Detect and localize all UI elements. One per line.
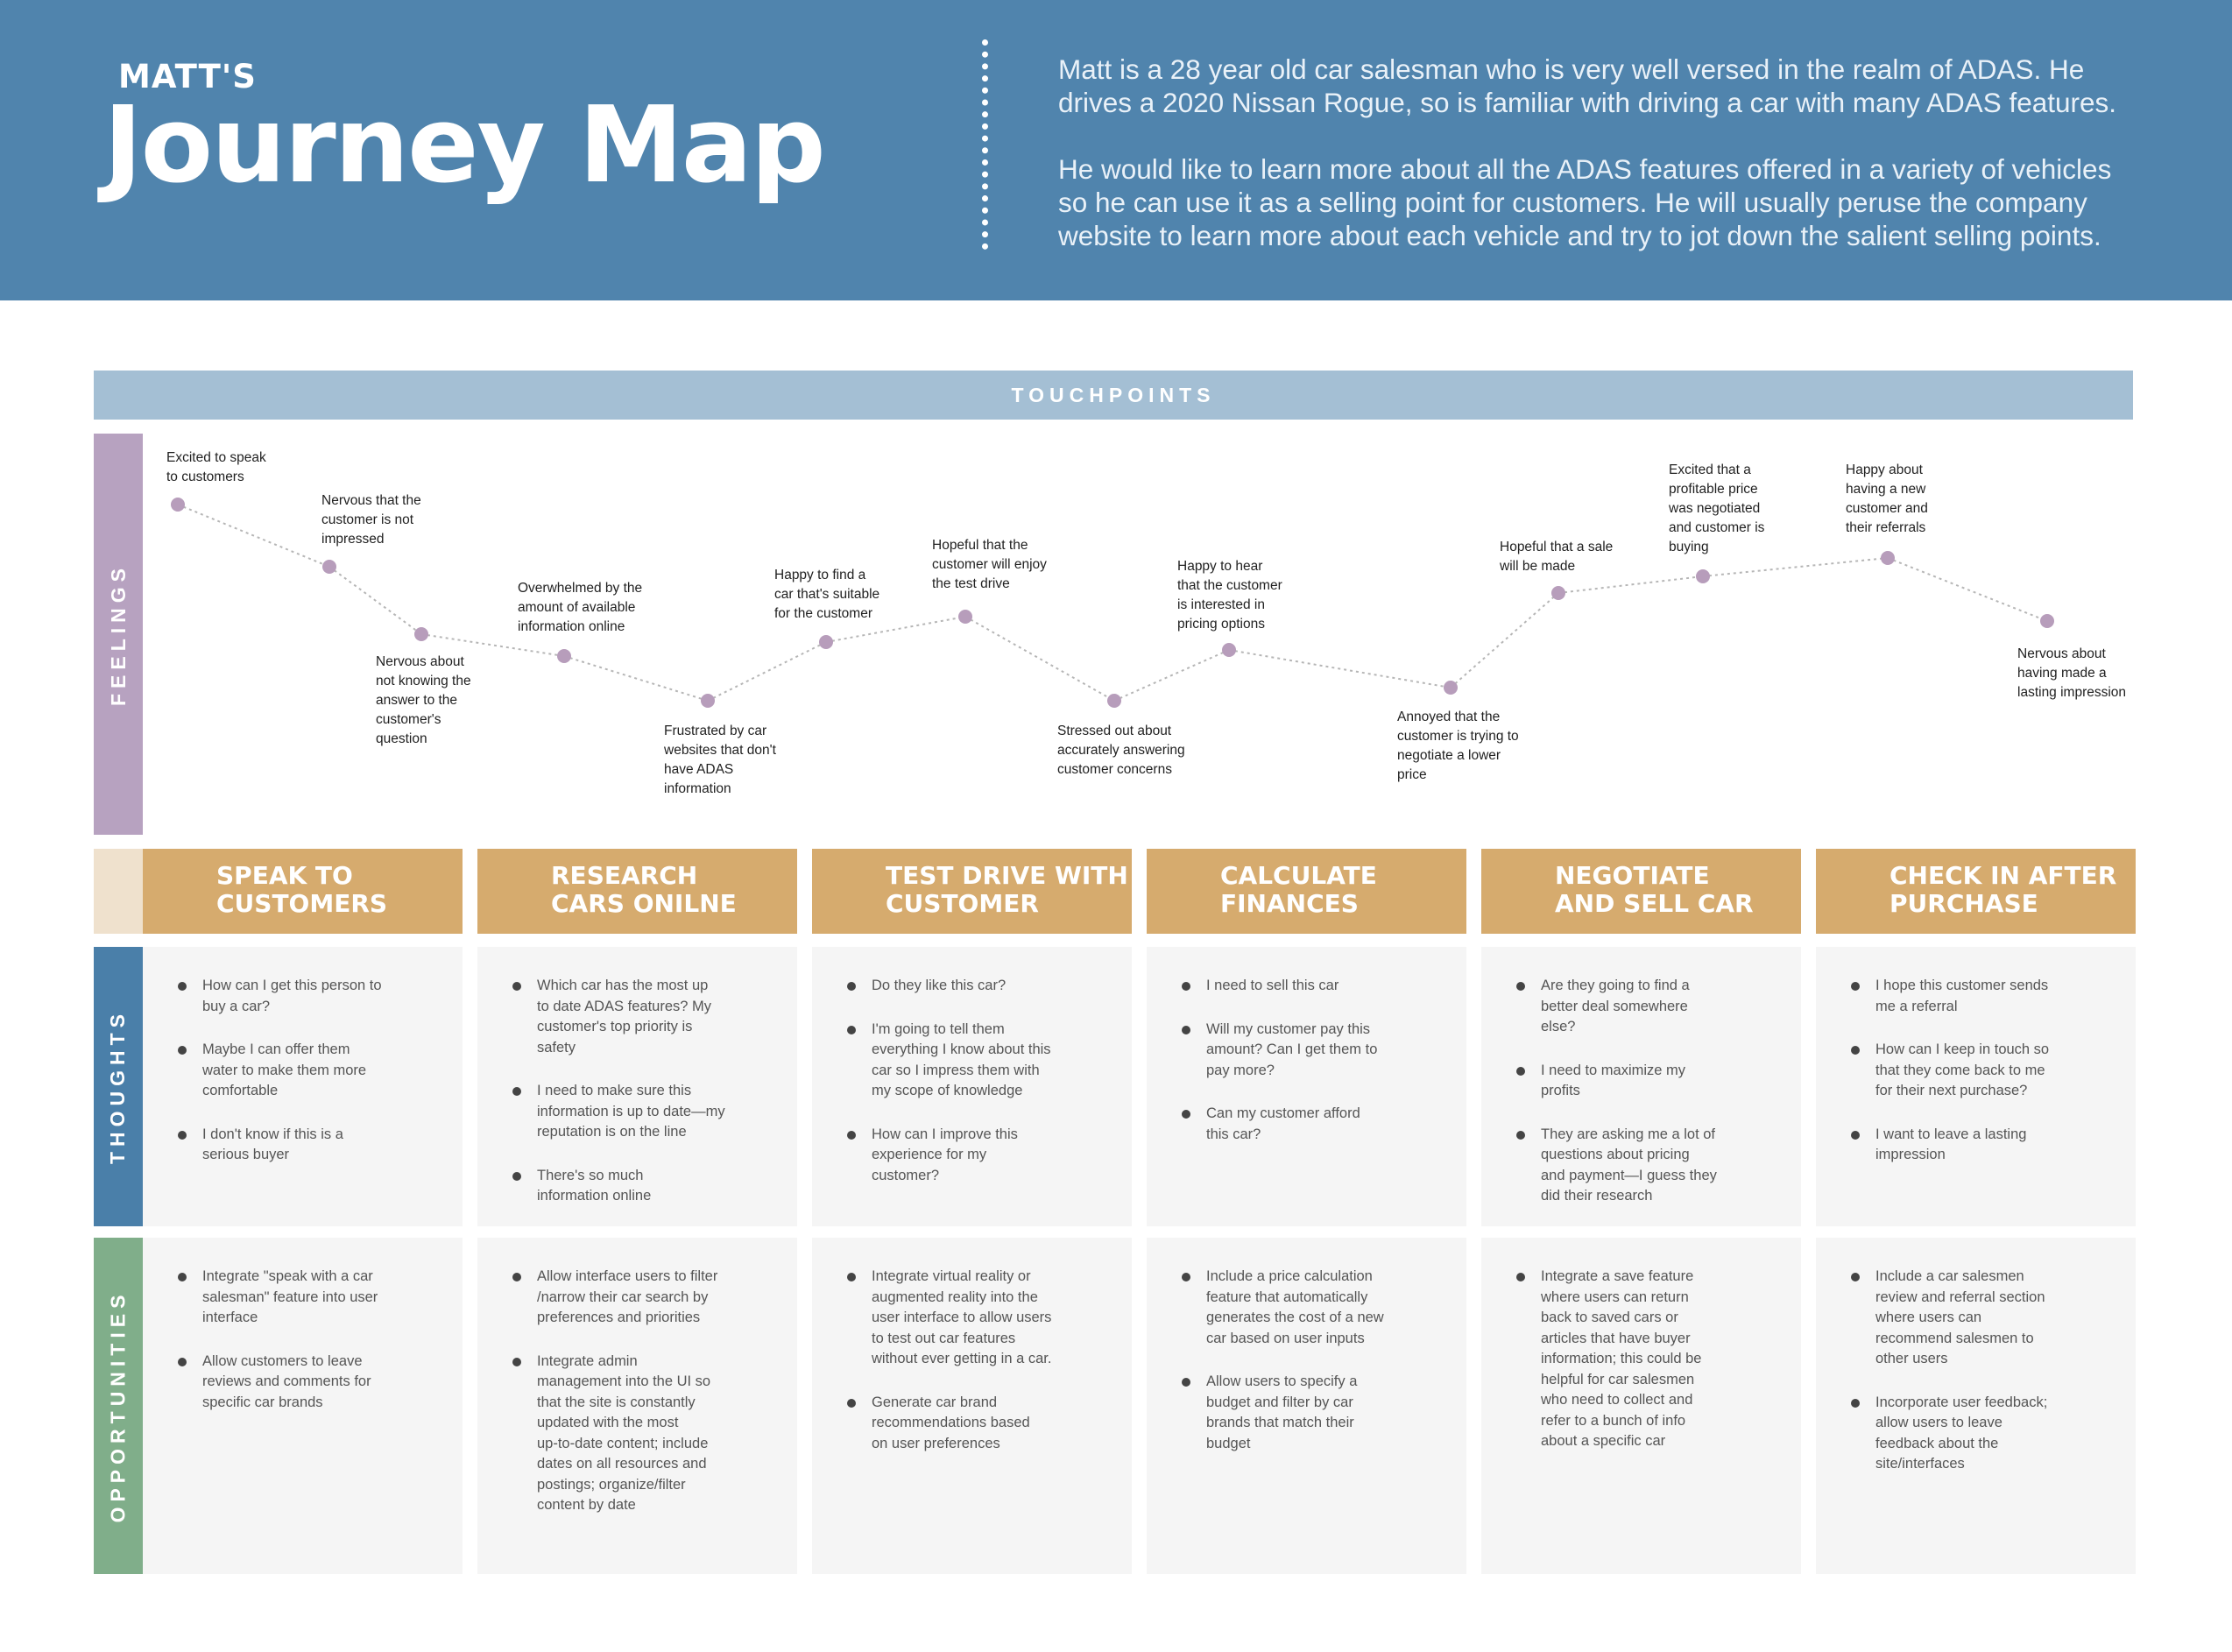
thought-item: I don't know if this is a serious buyer [202,1125,436,1166]
opportunities-cell [477,1238,797,1574]
page-title: Journey Map [103,85,824,207]
feelings-connector [1451,593,1558,688]
stage-header: TEST DRIVE WITH CUSTOMER [812,849,1132,934]
thought-item: There's so much information online [537,1166,771,1207]
feeling-label: Nervous about not knowing the answer to the customer's question [376,654,471,746]
persona-description-2: He would like to learn more about all the ADAS features offered in a variety of vehicles so he can use it as a selling point for customers. He will usually peruse the company website to learn more about each vehicle and try to jot down the salient selling points. [1058,153,2112,251]
opportunities-cell [812,1238,1132,1574]
feelings-connector [1114,650,1229,701]
opportunity-item: Include a price calculation feature that automatically generates the cost of a new car based on user inputs [1206,1267,1440,1349]
opportunity-item: Allow users to specify a budget and filter by car brands that match their budget [1206,1372,1440,1454]
stage-header: NEGOTIATE AND SELL CAR [1481,849,1801,934]
feeling-label: Happy to hear that the customer is interested in pricing options [1177,559,1282,632]
thoughts-row-label [94,947,143,1226]
feelings-connector [1229,650,1451,688]
opportunities-cell [1147,1238,1466,1574]
thought-item: Will my customer pay this amount? Can I get them to pay more? [1206,1020,1440,1082]
feeling-label: Stressed out about accurately answering customer concerns [1057,724,1185,777]
thought-item: I need to sell this car [1206,976,1440,997]
thoughts-cell [143,947,463,1226]
feeling-label: Overwhelmed by the amount of available information online [518,581,643,634]
persona-name: MATT'S [118,58,257,95]
opportunity-item: Integrate "speak with a car salesman" feature into user interface [202,1267,436,1329]
feeling-label: Annoyed that the customer is trying to negotiate a lower price [1397,710,1519,782]
thought-item: How can I improve this experience for my customer? [872,1125,1105,1187]
thought-item: They are asking me a lot of questions about pricing and payment—I guess they did their research [1541,1125,1775,1207]
thoughts-cell [1481,947,1801,1226]
feeling-point [557,649,571,663]
thoughts-label: THOUGHTS [106,1008,130,1165]
feeling-point [1444,681,1458,695]
opportunity-item: Generate car brand recommendations based on user preferences [872,1393,1105,1455]
opportunity-item: Include a car salesmen review and referral section where users can recommend salesmen to other users [1875,1267,2109,1370]
feelings-connector [1558,576,1703,593]
feeling-point [1551,586,1565,600]
feeling-label: Hopeful that the customer will enjoy the test drive [932,538,1047,591]
feelings-connector [564,656,708,701]
feeling-point [1107,694,1121,708]
thought-item: How can I get this person to buy a car? [202,976,436,1017]
feeling-label: Hopeful that a sale will be made [1500,540,1614,574]
feeling-label: Frustrated by car websites that don't have ADAS information [664,724,776,796]
feeling-label: Happy to find a car that's suitable for the customer [774,568,880,621]
thoughts-cell [1147,947,1466,1226]
feeling-point [958,610,972,624]
opportunities-cell [1816,1238,2136,1574]
feeling-label: Excited that a profitable price was negotiated and customer is buying [1669,462,1765,554]
feeling-label: Excited to speak to customers [166,450,266,484]
persona-description-1: Matt is a 28 year old car salesman who is very well versed in the realm of ADAS. He drives a 2020 Nissan Rogue, so is familiar with driving a car with many ADAS features. [1058,53,2117,118]
feeling-point [414,627,428,641]
opportunity-item: Integrate a save feature where users can return back to saved cars or articles that have buyer information; this could be helpful for car salesmen who need to collect and refer to a bunch of info about a specific car [1541,1267,1775,1452]
thought-item: Do they like this car? [872,976,1105,997]
feeling-point [171,498,185,512]
thought-item: I need to maximize my profits [1541,1061,1775,1102]
thoughts-cell [812,947,1132,1226]
thought-item: I'm going to tell them everything I know about this car so I impress them with my scope of knowledge [872,1020,1105,1102]
opportunity-item: Integrate virtual reality or augmented reality into the user interface to allow users to test out car features without ever getting in a car. [872,1267,1105,1370]
feeling-point [701,694,715,708]
thoughts-cell [1816,947,2136,1226]
opportunity-item: Integrate admin management into the UI so that the site is constantly updated with the most up-to-date content; include dates on all resources and postings; organize/filter content by date [537,1352,771,1516]
feeling-label: Nervous about having made a lasting impression [2017,646,2127,700]
thought-item: Are they going to find a better deal somewhere else? [1541,976,1775,1038]
opportunities-label: OPPORTUNITIES [106,1289,130,1522]
feelings-connector [965,617,1114,701]
thought-item: I want to leave a lasting impression [1875,1125,2109,1166]
feelings-connector [708,642,826,701]
stage-header: CHECK IN AFTER PURCHASE [1816,849,2136,934]
feelings-label: FEELINGS [106,562,130,706]
thought-item: I need to make sure this information is up to date—my reputation is on the line [537,1081,771,1143]
stage-header: RESEARCH CARS ONILNE [477,849,797,934]
feelings-connector [1703,558,1888,576]
opportunities-cell [143,1238,463,1574]
opportunity-item: Allow customers to leave reviews and comments for specific car brands [202,1352,436,1414]
thought-item: I hope this customer sends me a referral [1875,976,2109,1017]
stage-header: CALCULATE FINANCES [1147,849,1466,934]
thought-item: Maybe I can offer them water to make them more comfortable [202,1040,436,1102]
feeling-point [1222,643,1236,657]
opportunities-cell [1481,1238,1801,1574]
stage-row-corner [94,849,143,934]
feeling-label: Nervous that the customer is not impressed [321,493,421,547]
feeling-point [2040,614,2054,628]
opportunities-row-label [94,1238,143,1574]
opportunity-item: Allow interface users to filter /narrow their car search by preferences and priorities [537,1267,771,1329]
feeling-point [819,635,833,649]
thoughts-cell [477,947,797,1226]
feelings-connector [178,505,329,567]
feeling-point [1881,551,1895,565]
feeling-point [1696,569,1710,583]
feeling-point [322,560,336,574]
feeling-label: Happy about having a new customer and their referrals [1846,462,1928,535]
feelings-connector [329,567,421,634]
opportunity-item: Incorporate user feedback; allow users to leave feedback about the site/interfaces [1875,1393,2109,1475]
thought-item: How can I keep in touch so that they come back to me for their next purchase? [1875,1040,2109,1102]
touchpoints-header: TOUCHPOINTS [94,371,2133,420]
thought-item: Which car has the most up to date ADAS features? My customer's top priority is safety [537,976,771,1058]
feelings-connector [1888,558,2047,621]
stage-header: SPEAK TO CUSTOMERS [143,849,463,934]
thought-item: Can my customer afford this car? [1206,1104,1440,1145]
